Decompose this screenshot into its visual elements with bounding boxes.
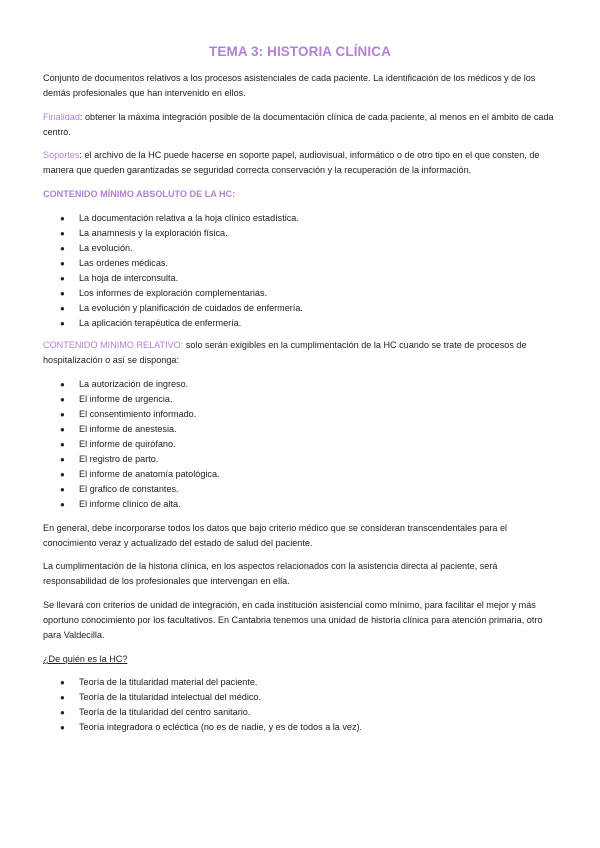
list-item: ● La evolución. xyxy=(43,241,543,256)
contenido-relativo-paragraph xyxy=(43,338,563,368)
bullet-icon: ● xyxy=(60,229,65,238)
bullet-icon: ● xyxy=(60,304,65,313)
list-item: ● El informe de urgencia. xyxy=(43,392,543,407)
list-item: ● Los informes de exploración complementarias. xyxy=(43,286,543,301)
cumplimentacion-paragraph: La cumplimentación de la historia clínica, en los aspectos relacionados con la asistencia directa al paciente, será responsabilidad de los profesionales que intervengan en ella. xyxy=(43,561,498,586)
bullet-icon: ● xyxy=(60,410,65,419)
quien-list xyxy=(43,675,543,735)
list-item: ● La aplicación terapéutica de enfermería. xyxy=(43,316,543,331)
soportes-label: Soportes xyxy=(43,150,80,160)
bullet-icon: ● xyxy=(60,678,65,687)
contenido-absoluto-list xyxy=(43,211,543,331)
contenido-relativo-heading: CONTENIDO MINIMO RELATIVO: xyxy=(43,340,184,350)
bullet-icon: ● xyxy=(60,485,65,494)
list-item: ● El informe de anatomía patológica. xyxy=(43,467,543,482)
finalidad-label: Finalidad xyxy=(43,112,80,122)
list-item: ● El informe de anestesia. xyxy=(43,422,543,437)
bullet-icon: ● xyxy=(60,380,65,389)
bullet-icon: ● xyxy=(60,708,65,717)
list-item: ● Teoría integradora o ecléctica (no es de nadie, y es de todos a la vez). xyxy=(43,720,543,735)
list-item: ● Teoría de la titularidad del centro sanitario. xyxy=(43,705,543,720)
contenido-absoluto-heading: CONTENIDO MÍNIMO ABSOLUTO DE LA HC: xyxy=(43,189,236,199)
list-item: ● La anamnesis y la exploración física. xyxy=(43,226,543,241)
bullet-icon: ● xyxy=(60,470,65,479)
list-item: ● La documentación relativa a la hoja clínico estadística. xyxy=(43,211,543,226)
list-item: ● El grafico de constantes. xyxy=(43,482,543,497)
bullet-icon: ● xyxy=(60,693,65,702)
general-paragraph: En general, debe incorporarse todos los datos que bajo criterio médico que se consideran transcendentales para el conocimiento veraz y actualizado del estado de salud del paciente. xyxy=(43,523,508,548)
list-item: ● Teoría de la titularidad intelectual del médico. xyxy=(43,690,543,705)
list-item: ● El informe de quirófano. xyxy=(43,437,543,452)
page-title: TEMA 3: HISTORIA CLÍNICA xyxy=(209,44,391,59)
finalidad-text: : obtener la máxima integración posible de la documentación clínica de cada paciente, al menos en el ámbito de cada centro. xyxy=(43,112,554,137)
soportes-paragraph xyxy=(43,148,563,178)
contenido-relativo-text: solo serán exigibles en la cumplimentación de la HC cuando se trate de procesos de hospitalización o así se disponga: xyxy=(43,340,527,365)
bullet-icon: ● xyxy=(60,259,65,268)
list-item: ● La autorización de ingreso. xyxy=(43,377,543,392)
bullet-icon: ● xyxy=(60,244,65,253)
bullet-icon: ● xyxy=(60,723,65,732)
list-item: ● El informe clínico de alta. xyxy=(43,497,543,512)
list-item: ● El consentimiento informado. xyxy=(43,407,543,422)
quien-heading: ¿De quién es la HC? xyxy=(43,654,128,664)
intro-paragraph: Conjunto de documentos relativos a los procesos asistenciales de cada paciente. La identificación de los médicos y de los demás profesionales que han intervenido en ellos. xyxy=(43,73,536,98)
bullet-icon: ● xyxy=(60,319,65,328)
bullet-icon: ● xyxy=(60,500,65,509)
bullet-icon: ● xyxy=(60,425,65,434)
list-item: ● El registro de parto. xyxy=(43,452,543,467)
list-item: ● Teoría de la titularidad material del paciente. xyxy=(43,675,543,690)
bullet-icon: ● xyxy=(60,289,65,298)
finalidad-paragraph xyxy=(43,110,563,140)
soportes-text: : el archivo de la HC puede hacerse en soporte papel, audiovisual, informático o de otro tipo en el que consten, de manera que queden garantizadas se seguridad correcta conservación y la recuperación de la información. xyxy=(43,150,540,175)
bullet-icon: ● xyxy=(60,214,65,223)
list-item: ● Las ordenes médicas. xyxy=(43,256,543,271)
list-item: ● La evolución y planificación de cuidados de enfermería. xyxy=(43,301,543,316)
bullet-icon: ● xyxy=(60,395,65,404)
bullet-icon: ● xyxy=(60,274,65,283)
unidad-paragraph: Se llevará con criterios de unidad de integración, en cada institución asistencial como mínimo, para facilitar el mejor y más oportuno conocimiento por los facultativos. En Cantabria tenemos una unidad de historia clínica para atención primaria, otro para Valdecilla. xyxy=(43,600,543,640)
contenido-relativo-list xyxy=(43,377,543,512)
list-item: ● La hoja de interconsulta. xyxy=(43,271,543,286)
bullet-icon: ● xyxy=(60,455,65,464)
bullet-icon: ● xyxy=(60,440,65,449)
